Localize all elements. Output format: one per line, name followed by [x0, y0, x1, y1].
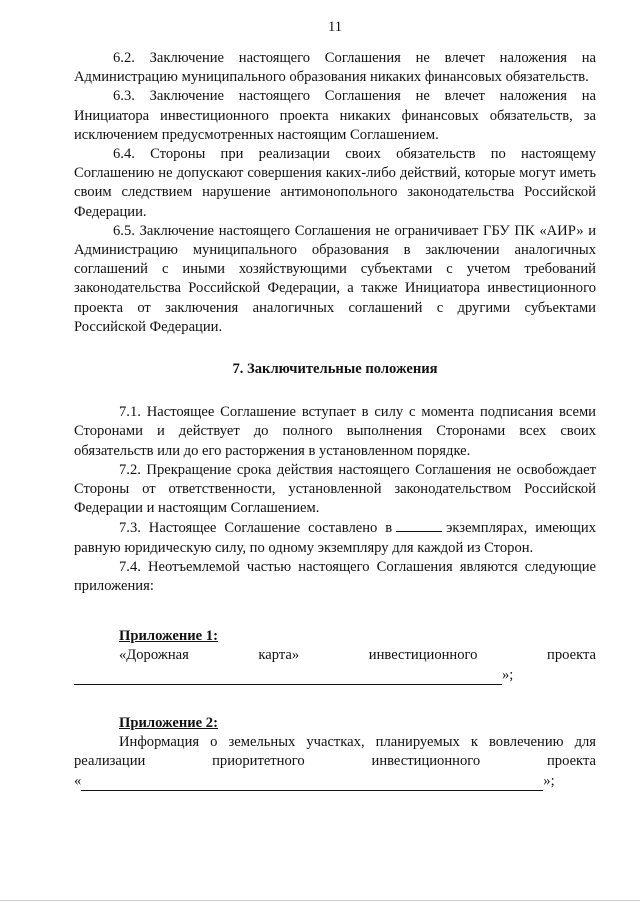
appendix-2-fill-row — [74, 772, 596, 791]
document-body — [74, 49, 596, 791]
appendix-2-blank — [81, 776, 543, 791]
appendix-1-title: Приложение 1: — [119, 628, 218, 645]
paragraph-6-3: 6.3. Заключение настоящего Соглашения не влечет наложения на Инициатора инвестиционного проекта никаких финансовых обязательств, за исключением предусмотренных настоящим Соглашением. — [74, 88, 596, 143]
appendix-1-closing: »; — [502, 666, 514, 683]
section-7-heading: 7. Заключительные положения — [232, 361, 438, 378]
appendix-2-text-line1: Информация о земельных участках, планируемых к вовлечению для — [119, 734, 596, 751]
appendix-1-blank — [74, 670, 502, 685]
paragraph-7-4: 7.4. Неотъемлемой частью настоящего Соглашения являются следующие приложения: — [74, 558, 596, 595]
copies-blank — [396, 518, 442, 532]
appendix-2-text-line2: реализации приоритетного инвестиционного проекта — [74, 753, 596, 770]
appendix-2-closing: »; — [543, 772, 555, 789]
scan-edge-line — [0, 900, 640, 901]
paragraph-6-4: 6.4. Стороны при реализации своих обязательств по настоящему Соглашению не допускают совершения каких-либо действий, которые могут иметь своим следствием нарушение антимонопольного законодательства Российской Федерации. — [74, 146, 596, 220]
paragraph-7-2: 7.2. Прекращение срока действия настоящего Соглашения не освобождает Стороны от ответственности, установленной законодательством Российской Федерации и настоящим Соглашением. — [74, 461, 596, 517]
appendix-2-title: Приложение 2: — [119, 714, 218, 731]
paragraph-7-3-start: 7.3. Настоящее Соглашение составлено в — [119, 520, 393, 537]
paragraph-7-1: 7.1. Настоящее Соглашение вступает в силу с момента подписания всеми Сторонами и действует до полного выполнения Сторонами всех своих обязательств или до его расторжения в установленном порядке. — [74, 404, 596, 459]
appendix-2-opening: « — [74, 772, 82, 789]
appendix-1-fill-row — [74, 666, 596, 685]
page-number: 11 — [327, 19, 343, 35]
appendix-1-text: «Дорожная карта» инвестиционного проекта — [119, 647, 596, 664]
paragraph-7-3-end: экземплярах, имеющих равную юридическую силу, по одному экземпляру для каждой из Сторон. — [74, 520, 596, 556]
paragraph-7-3 — [74, 518, 596, 557]
paragraph-6-2: 6.2. Заключение настоящего Соглашения не влечет наложения на Администрацию муниципального образования никаких финансовых обязательств. — [74, 50, 596, 86]
paragraph-6-5: 6.5. Заключение настоящего Соглашения не ограничивает ГБУ ПК «АИР» и Администрацию муниципального образования в заключении аналогичных соглашений с иными хозяйствующими субъектами с учетом требований законодательства Российской Федерации, а также Инициатора инвестиционного проекта от заключения аналогичных соглашений с другими субъектами Российской Федерации. — [74, 222, 596, 335]
